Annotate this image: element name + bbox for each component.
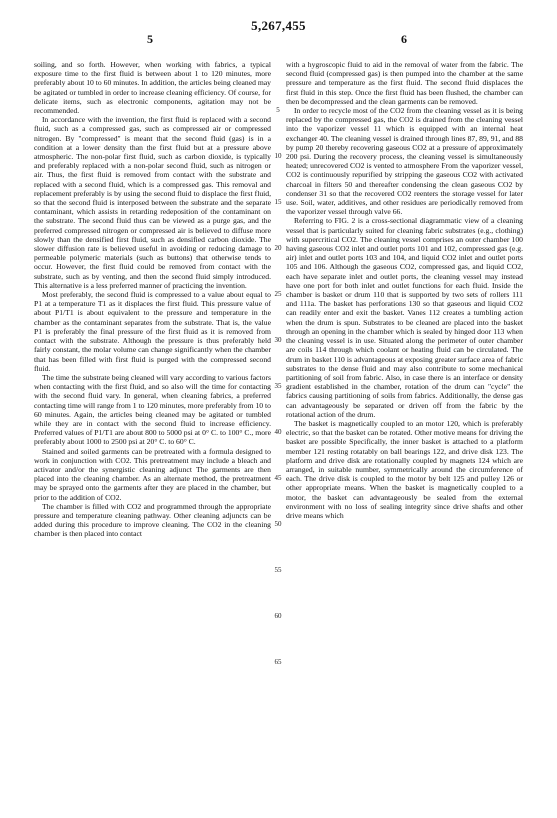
right-paragraph-4: The basket is magnetically coupled to an motor 120, which is preferably electric, so that the basket can be rotated. Other motive means for driving the basket are possible Specifically, the inner basket is attached to a platform member 121 resting rotatably on ball bearings 122, and drive disk 123. The platform and drive disk are rotationally coupled by magnets 124 which are arranged, in suitable number, symmetrically around the circumference of each. The drive disk is coupled to the motor by belt 125 and pulley 126 or other appropriate means. When the basket is magnetically coupled to a motor, the basket can advantageously be sealed from the external environment with no loss of sealing integrity since drive shafts and other drive means which [286, 418, 523, 520]
line-number: 50 [274, 520, 282, 528]
right-text-column [286, 60, 523, 520]
line-number: 55 [274, 566, 282, 574]
line-number-gutter [271, 60, 285, 800]
left-paragraph-5: Stained and soiled garments can be pretreated with a formula designed to work in conjunction with CO2. This pretreatment may include a bleach and activator and/or the synergistic cleaning adjunct The garments are then placed into the cleaning chamber. As an alternate method, the pretreatment may be sprayed onto the garments after they are placed in the chamber, but prior to the addition of CO2. [34, 446, 271, 502]
line-number: 60 [274, 612, 282, 620]
left-paragraph-6: The chamber is filled with CO2 and programmed through the appropriate pressure and temperature cleaning pathway. Other cleaning adjuncts can be added during this procedure to improve cleaning. The CO2 in the cleaning chamber is then placed into contact [34, 501, 271, 539]
line-number: 40 [274, 428, 282, 436]
left-text-column [34, 60, 271, 539]
right-paragraph-1: with a hygroscopic fluid to aid in the removal of water from the fabric. The second fluid (compressed gas) is then pumped into the chamber at the same pressure and temperature as the first fluid. The second fluid displaces the first fluid in this step. Once the first fluid has been flushed, the chamber can then be decompressed and the clean garments can be removed. [286, 60, 523, 106]
line-number: 35 [274, 382, 282, 390]
left-paragraph-3: Most preferably, the second fluid is compressed to a value about equal to P1 at a temperature T1 as it displaces the first fluid. This pressure value of about P1/T1 is about equivalent to the pressure and temperature in the chamber as the contaminant separates from the substrate. That is, the value P1 is preferably the final pressure of the first fluid as it is removed from contact with the substrate. Although the pressure is thus preferably held fairly constant, the molar volume can change significantly when the chamber that has been filled with first fluid is purged with the compressed second fluid. [34, 290, 271, 373]
left-paragraph-4: The time the substrate being cleaned will vary according to various factors when contacting with the first fluid, and so also will the time for contacting with the second fluid vary. In general, when cleaning fabrics, a preferred contacting time will range from 1 to 120 minutes, more preferably from 10 to 60 minutes. Again, the articles being cleaned may be agitated or tumbled while they are in contact with the second fluid to increase efficiency. Preferred values of P1/T1 are about 800 to 5000 psi at 0° C. to 100° C., more preferably about 1000 to 2500 psi at 20° C. to 60° C. [34, 372, 271, 447]
line-number: 5 [276, 106, 280, 114]
right-paragraph-3: Referring to FIG. 2 is a cross-sectional diagrammatic view of a cleaning vessel that is particularly suited for cleaning fabric substrates (e.g., clothing) with supercritical CO2. The cleaning vessel comprises an outer chamber 100 having gaseous CO2 inlet and outlet ports 101 and 102, compressed gas (e.g. air) inlet and outlet ports 103 and 104, and liquid CO2 inlet and outlet ports 105 and 106. Although the gaseous CO2, compressed gas, and liquid CO2, each have separate inlet and outlet ports, the cleaning vessel may instead have one port for both inlet and outlet functions for each fluid. Inside the chamber is basket or drum 110 that is supported by two sets of rollers 111 and 111a. The basket has perforations 130 so that gaseous and liquid CO2 can readily enter and exit the basket. Vanes 112 creates a tumbling action when the drum is spun. Substrates to be cleaned are placed into the basket through an opening in the chamber which is sealed by hinged door 113 when the cleaning vessel is in use. Situated along the perimeter of outer chamber are coils 114 through which coolant or heating fluid can be circulated. The drum in basket 110 is advantageous at exposing greater surface area of fabric substrates to the dense fluid and may also contribute to some mechanical partitioning of soil from fabric. Also, in case there is an interface or density gradient established in the chamber, rotation of the drum can "cycle" the fabrics causing partitioning of soils from fabrics. Additionally, the dense gas can advantageously be separated or driven off from the fabric by the rotational action of the drum. [286, 216, 523, 419]
line-number: 20 [274, 244, 282, 252]
left-column-number: 5 [147, 32, 153, 46]
right-paragraph-2: In order to recycle most of the CO2 from the cleaning vessel as it is being replaced by the compressed gas, the CO2 is drained from the cleaning vessel into the vaporizer vessel 11 which is equipped with an internal heat exchanger 40. The cleaning vessel is drained through lines 87, 89, 91, and 88 by pump 20 thereby recovering gaseous CO2 at a pressure of approximately 200 psi. During the recovery process, the cleaning vessel is simultaneously heated; unrecovered CO2 is vented to atmosphere From the vaporizer vessel, CO2 is continuously repurified by stripping the gaseous CO2 with activated charcoal in filters 50 and thereafter condensing the clean gaseous CO2 by condenser 31 so that the recovered CO2 reenters the storage vessel for later use. Soil, water, additives, and other residues are periodically removed from the vaporizer vessel through valve 66. [286, 106, 523, 217]
line-number: 45 [274, 474, 282, 482]
patent-number: 5,267,455 [251, 18, 306, 33]
line-number: 10 [274, 152, 282, 160]
left-paragraph-2: In accordance with the invention, the first fluid is replaced with a second fluid, such as a compressed gas, such as compressed air or compressed nitrogen. By "compressed" is meant that the second fluid (gas) is in a condition at a lower density than the first fluid but at a pressure above atmospheric. The non-polar first fluid, such as carbon dioxide, is typically and preferably replaced with a non-polar second fluid, such as nitrogen or air. Thus, the first fluid is removed from contact with the substrate and replaced with a second fluid, which is a compressed gas. This removal and replacement preferably is by using the second fluid to displace the first fluid, so that the second fluid is interposed between the substrate and the separate contaminant, which assists in retarding redeposition of the contaminant on the substrate. The second fluid thus can be viewed as a purge gas, and the preferred compressed nitrogen or compressed air is believed to diffuse more slowly than the densified first fluid, such as densified carbon dioxide. The slower diffusion rate is believed useful in avoiding or reducing damage to permeable polymeric materials (such as buttons) that otherwise tends to occur. However, the first fluid could be removed from contact with the substrate, such as by venting, and then the second fluid simply introduced. This alternative is a less preferred manner of practicing the invention. [34, 115, 271, 290]
line-number: 15 [274, 198, 282, 206]
line-number: 25 [274, 290, 282, 298]
line-number: 30 [274, 336, 282, 344]
page-header [0, 18, 557, 58]
right-column-number: 6 [401, 32, 407, 46]
line-number: 65 [274, 658, 282, 666]
left-paragraph-1: soiling, and so forth. However, when working with fabrics, a typical exposure time to the first fluid is between about 1 to 120 minutes, more preferably about 10 to 60 minutes. In addition, the articles being cleaned may be agitated or tumbled in order to increase cleaning efficiency. Of course, for delicate items, such as electronic components, agitation may not be recommended. [34, 60, 271, 116]
